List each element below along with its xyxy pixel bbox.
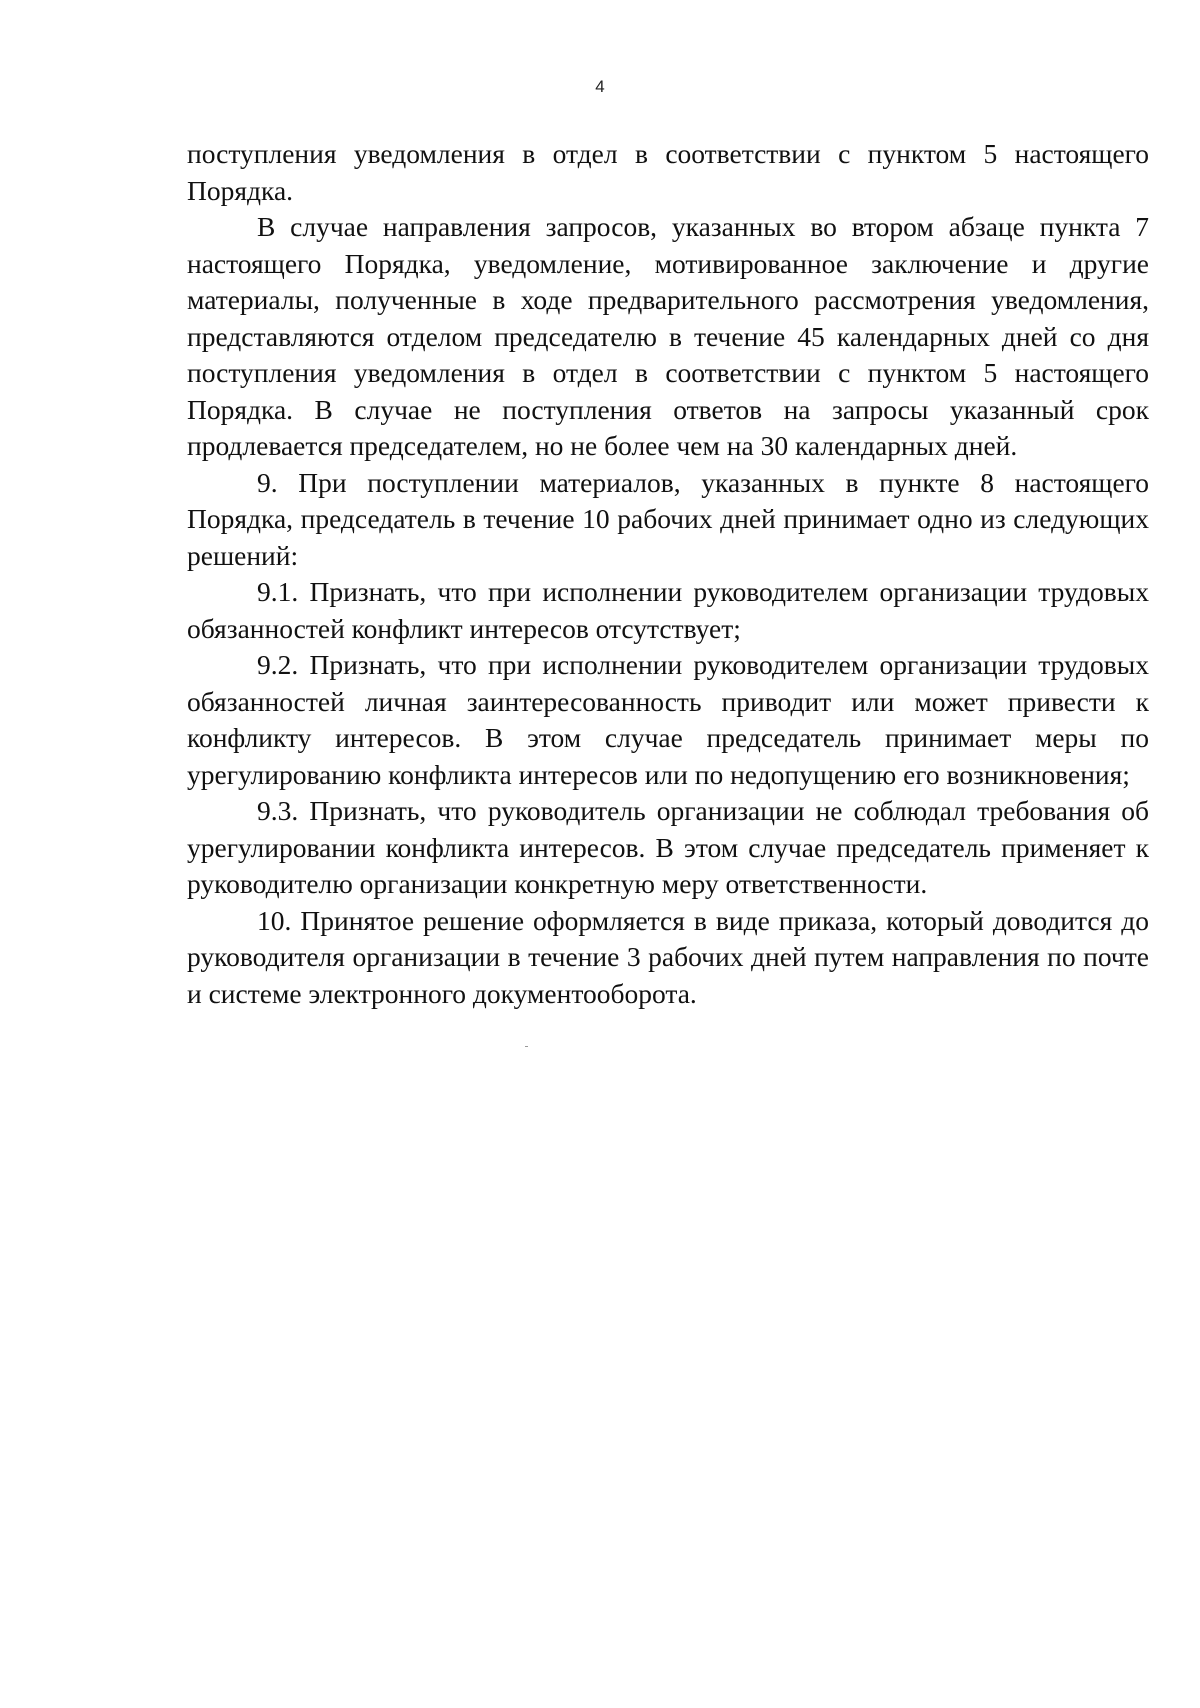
page-number: 4 (595, 77, 605, 96)
paragraph-item-9-1: 9.1. Признать, что при исполнении руководителем организации трудовых обязанностей конфликт интересов отсутствует; (187, 576, 1149, 644)
paragraph-item-9-3: 9.3. Признать, что руководитель организации не соблюдал требования об урегулировании конфликта интересов. В этом случае председатель применяет к руководителю организации конкретную меру ответственности. (187, 795, 1149, 899)
paragraph-item-10: 10. Принятое решение оформляется в виде приказа, который доводится до руководителя организации в течение 3 рабочих дней путем направления по почте и системе электронного документооборота. (187, 904, 1149, 1009)
paragraph-item-9: 9. При поступлении материалов, указанных в пункте 8 настоящего Порядка, председатель в течение 10 рабочих дней принимает одно из следующих решений: (187, 466, 1149, 571)
scan-speck (525, 1046, 528, 1047)
paragraph-item-9-2: 9.2. Признать, что при исполнении руководителем организации трудовых обязанностей личная заинтересованность приводит или может привести к конфликту интересов. В этом случае председатель принимает меры по урегулированию конфликта интересов или по недопущению его возникновения; (187, 649, 1149, 790)
paragraph-continuation: поступления уведомления в отдел в соответствии с пунктом 5 настоящего Порядка. (187, 138, 1149, 206)
paragraph-requests-case: В случае направления запросов, указанных во втором абзаце пункта 7 настоящего Порядка, уведомление, мотивированное заключение и другие материалы, полученные в ходе предварительного рассмотрения уведомления, представляются отделом председателю в течение 45 календарных дней со дня поступления уведомления в отдел в соответствии с пунктом 5 настоящего Порядка. В случае не поступления ответов на запросы указанный срок продлевается председателем, но не более чем на 30 календарных дней. (187, 211, 1149, 461)
document-body (187, 136, 1149, 1012)
